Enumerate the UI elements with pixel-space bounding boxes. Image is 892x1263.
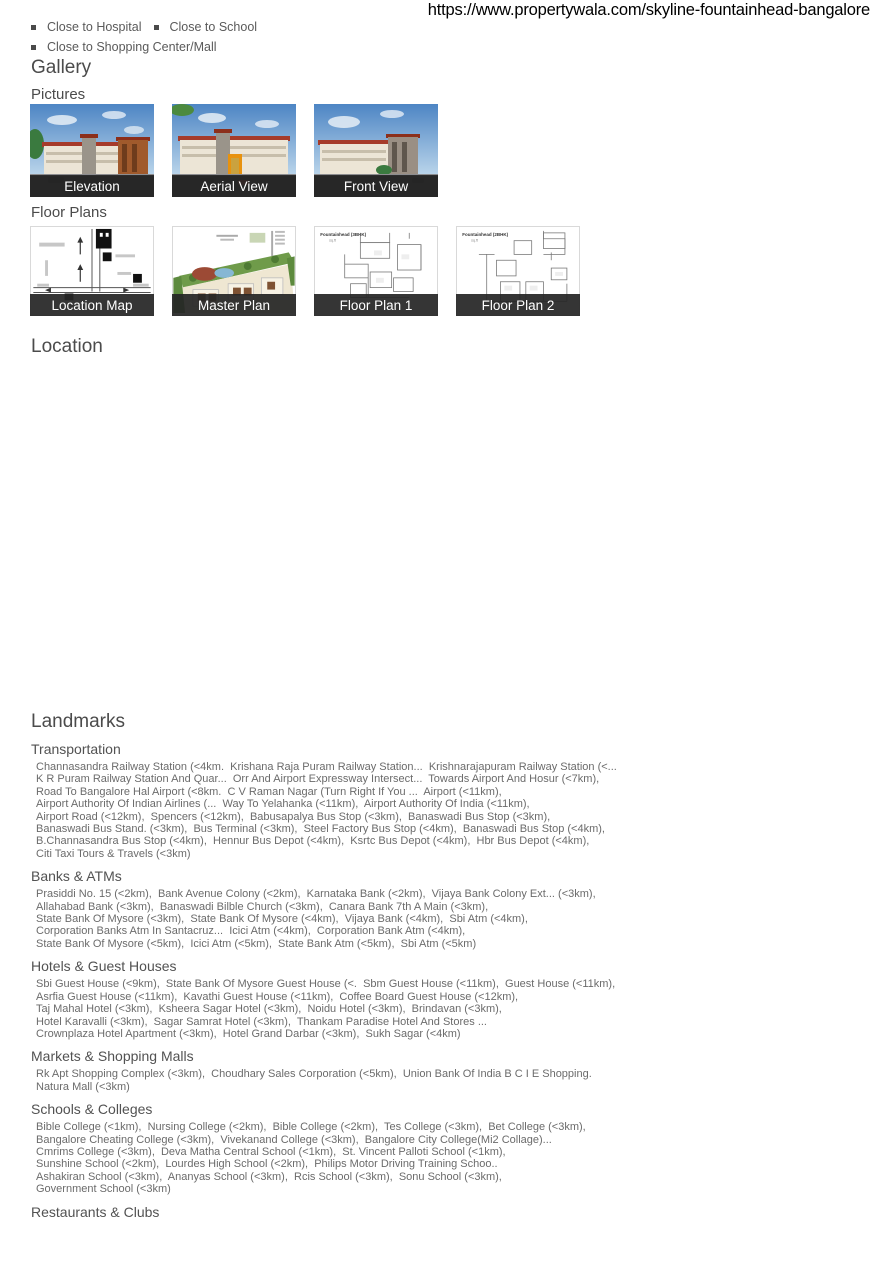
feature-item <box>31 20 142 34</box>
landmark-section-title: Restaurants & Clubs <box>31 1203 160 1220</box>
landmark-line: Road To Bangalore Hal Airport (<8km. C V Raman Nagar (Turn Right If You ... Airport (<11km), <box>36 785 502 798</box>
floor-plans-subheading: Floor Plans <box>31 204 107 221</box>
feature-label: Close to Hospital <box>47 20 142 34</box>
thumbnail-caption: Master Plan <box>172 294 296 316</box>
landmark-line: Sunshine School (<2km), Lourdes High School (<2km), Philips Motor Driving Training Schoo.. <box>36 1158 498 1171</box>
floor-plan-1-area-text: sq.ft <box>329 238 337 243</box>
thumbnail-caption: Floor Plan 2 <box>456 294 580 316</box>
landmark-line: Channasandra Railway Station (<4km. Krishana Raja Puram Railway Station... Krishnarajapuram Railway Station (<... <box>36 761 617 773</box>
gallery-thumbnail-floor-plan-2[interactable] <box>456 226 580 316</box>
landmark-line: Airport Authority Of Indian Airlines (... Way To Yelahanka (<11km), Airport Authority Of India (<11km), <box>36 798 530 811</box>
pictures-subheading: Pictures <box>31 86 86 103</box>
floor-plans-row <box>30 226 580 316</box>
gallery-thumbnail-elevation[interactable] <box>30 104 154 197</box>
landmark-line: Ashakiran School (<3km), Ananyas School (<3km), Rcis School (<3km), Sonu School (<3km), <box>36 1170 502 1183</box>
landmarks-heading: Landmarks <box>31 711 125 732</box>
gallery-thumbnail-location-map[interactable] <box>30 226 154 316</box>
thumbnail-caption: Floor Plan 1 <box>314 294 438 316</box>
landmark-line: Allahabad Bank (<3km), Banaswadi Bilble Church (<3km), Canara Bank 7th A Main (<3km), <box>36 900 489 913</box>
landmark-line: Citi Taxi Tours & Travels (<3km) <box>36 847 191 860</box>
landmarks-list <box>31 741 881 1229</box>
gallery-thumbnail-master-plan[interactable] <box>172 226 296 316</box>
bullet-square-icon <box>154 25 159 30</box>
bullet-square-icon <box>31 25 36 30</box>
landmark-section-lines <box>31 1121 881 1195</box>
floor-plan-2-area-text: sq.ft <box>471 238 479 243</box>
landmark-section-restaurants-clubs <box>31 1204 881 1221</box>
landmark-section-transportation <box>31 741 881 860</box>
landmark-section-title: Banks & ATMs <box>31 868 122 885</box>
landmark-line: Natura Mall (<3km) <box>36 1080 130 1093</box>
landmark-section-title: Schools & Colleges <box>31 1101 153 1118</box>
gallery-thumbnail-floor-plan-1[interactable] <box>314 226 438 316</box>
landmark-line: Hotel Karavalli (<3km), Sagar Samrat Hotel (<3km), Thankam Paradise Hotel And Stores ... <box>36 1015 487 1028</box>
landmark-line: Bible College (<1km), Nursing College (<2km), Bible College (<2km), Tes College (<3km), Bet College (<3km), <box>36 1121 586 1134</box>
landmark-line: Banaswadi Bus Stand. (<3km), Bus Terminal (<3km), Steel Factory Bus Stop (<4km), Banaswadi Bus Stop (<4km), <box>36 823 605 836</box>
gallery-thumbnail-aerial-view[interactable] <box>172 104 296 197</box>
floor-plan-2-title-text: Fountainhead (2BHK) <box>462 231 509 237</box>
landmark-section-lines <box>31 1068 881 1093</box>
bullet-square-icon <box>31 45 36 50</box>
landmark-line: Bangalore Cheating College (<3km), Vivekanand College (<3km), Bangalore City College(Mi2 Collage)... <box>36 1133 552 1146</box>
landmark-section-lines <box>31 888 881 950</box>
landmark-section-hotels-guest-houses <box>31 958 881 1040</box>
thumbnail-caption: Location Map <box>30 294 154 316</box>
landmark-line: Government School (<3km) <box>36 1183 171 1196</box>
feature-label: Close to School <box>169 20 258 34</box>
thumbnail-caption: Elevation <box>30 175 154 197</box>
landmark-line: K R Puram Railway Station And Quar... Orr And Airport Expressway Intersect... Towards Airport And Hosur (<7km), <box>36 773 600 786</box>
landmark-section-markets-shopping-malls <box>31 1048 881 1093</box>
location-heading: Location <box>31 336 103 357</box>
feature-label: Close to Shopping Center/Mall <box>47 40 217 54</box>
landmark-line: Rk Apt Shopping Complex (<3km), Choudhary Sales Corporation (<5km), Union Bank Of India B C I E Shopping. <box>36 1068 592 1081</box>
landmark-line: Cmrims College (<3km), Deva Matha Central School (<1km), St. Vincent Palloti School (<1km), <box>36 1145 506 1158</box>
page-url-text: https://www.propertywala.com/skyline-fountainhead-bangalore <box>427 1 870 19</box>
landmark-section-title: Transportation <box>31 741 121 757</box>
landmark-line: State Bank Of Mysore (<3km), State Bank Of Mysore (<4km), Vijaya Bank (<4km), Sbi Atm (<4km), <box>36 913 528 926</box>
landmark-line: Taj Mahal Hotel (<3km), Ksheera Sagar Hotel (<3km), Noidu Hotel (<3km), Brindavan (<3km), <box>36 1003 502 1016</box>
landmark-line: Corporation Banks Atm In Santacruz... Icici Atm (<4km), Corporation Bank Atm (<4km), <box>36 925 466 938</box>
landmark-line: Prasiddi No. 15 (<2km), Bank Avenue Colony (<2km), Karnataka Bank (<2km), Vijaya Bank Colony Ext... (<3km), <box>36 888 596 901</box>
feature-item <box>154 20 258 34</box>
landmark-section-schools-colleges <box>31 1101 881 1195</box>
landmark-line: Asrfia Guest House (<11km), Kavathi Guest House (<11km), Coffee Board Guest House (<12km), <box>36 990 519 1003</box>
pictures-row <box>30 104 438 197</box>
thumbnail-caption: Front View <box>314 175 438 197</box>
landmark-line: B.Channasandra Bus Stop (<4km), Hennur Bus Depot (<4km), Ksrtc Bus Depot (<4km), Hbr Bus Depot (<4km), <box>36 835 590 848</box>
gallery-heading: Gallery <box>31 57 92 78</box>
landmark-section-lines <box>31 761 881 860</box>
landmark-section-title: Markets & Shopping Malls <box>31 1048 194 1065</box>
location-map-area <box>30 370 580 700</box>
feature-item <box>31 40 217 54</box>
landmark-section-title: Hotels & Guest Houses <box>31 958 177 975</box>
landmark-section-banks-atms <box>31 868 881 950</box>
landmark-line: Sbi Guest House (<9km), State Bank Of Mysore Guest House (<. Sbm Guest House (<11km), Guest House (<11km), <box>36 978 616 991</box>
feature-bullet-list <box>31 20 257 60</box>
thumbnail-caption: Aerial View <box>172 175 296 197</box>
landmark-line: Airport Road (<12km), Spencers (<12km), Babusapalya Bus Stop (<3km), Banaswadi Bus Stop (<3km), <box>36 810 551 823</box>
gallery-thumbnail-front-view[interactable] <box>314 104 438 197</box>
floor-plan-1-title-text: Fountainhead (3BHK) <box>320 231 367 237</box>
landmark-section-lines <box>31 978 881 1040</box>
landmark-line: Crownplaza Hotel Apartment (<3km), Hotel Grand Darbar (<3km), Sukh Sagar (<4km) <box>36 1027 461 1040</box>
landmark-line: State Bank Of Mysore (<5km), Icici Atm (<5km), State Bank Atm (<5km), Sbi Atm (<5km) <box>36 937 477 950</box>
